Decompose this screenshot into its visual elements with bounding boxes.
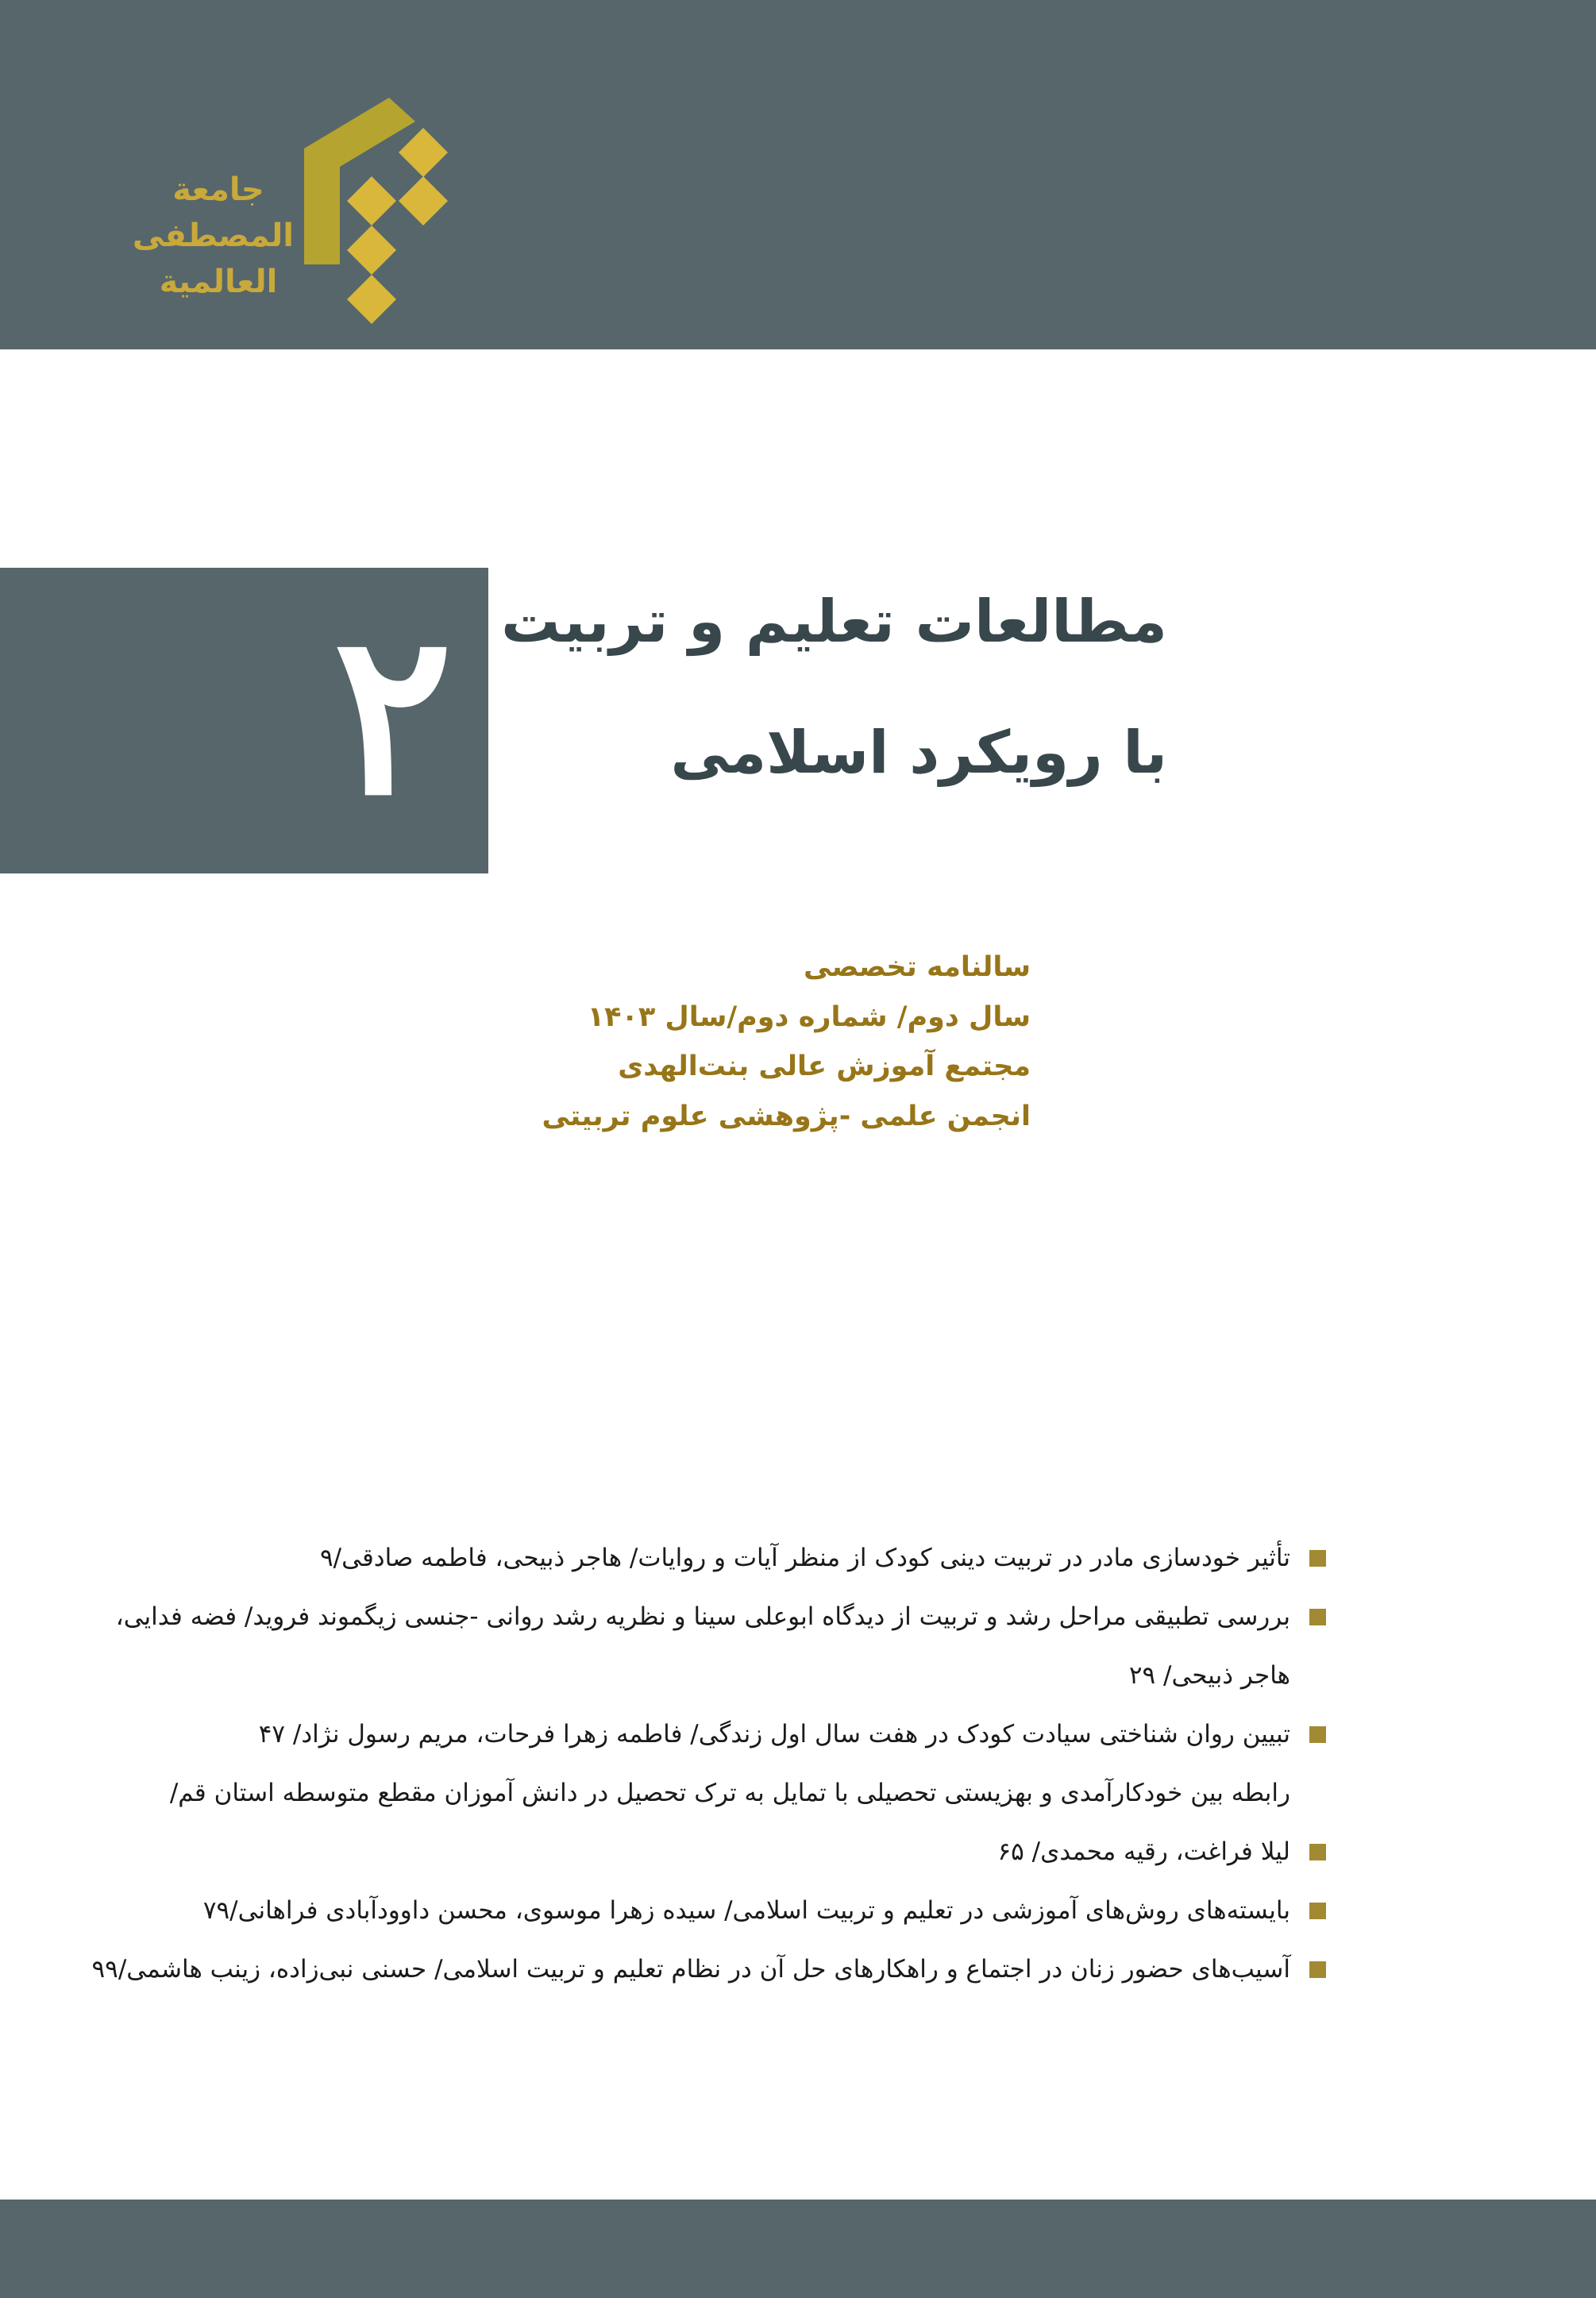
toc-item-text: بایسته‌های روش‌های آموزشی در تعلیم و تربیت اسلامی/ سیده زهرا موسوی، محسن داوودآبادی فراهانی/۷۹ — [202, 1896, 1290, 1925]
toc-item-text: بررسی تطبیقی مراحل رشد و تربیت از دیدگاه ابوعلی سینا و نظریه رشد روانی -جنسی زیگموند فروید/ فضه فدایی، — [115, 1602, 1290, 1631]
toc-item — [183, 1529, 1326, 1587]
info-line: مجتمع آموزش عالی بنت‌الهدی — [618, 1051, 1031, 1082]
journal-title-line2: با رویکرد اسلامی — [670, 719, 1167, 787]
square-bullet-icon — [1309, 1609, 1326, 1625]
info-line: انجمن علمی -پژوهشی علوم تربیتی — [542, 1101, 1031, 1132]
toc-item — [183, 1822, 1326, 1881]
square-bullet-icon — [1309, 1961, 1326, 1978]
journal-title-line1: مطالعات تعلیم و تربیت — [501, 588, 1167, 656]
toc-item-text: هاجر ذبیحی/ ۲۹ — [1128, 1661, 1290, 1690]
logo-line: المصطفی — [132, 218, 294, 254]
toc-item-text: رابطه بین خودکارآمدی و بهزیستی تحصیلی با تمایل به ترک تحصیل در دانش آموزان مقطع متوسطه استان قم/ — [169, 1779, 1290, 1807]
toc-item — [183, 1705, 1326, 1764]
square-bullet-icon — [1309, 1726, 1326, 1743]
square-bullet-icon — [1309, 1550, 1326, 1567]
info-line: سال دوم/ شماره دوم/سال ۱۴۰۳ — [587, 1001, 1031, 1033]
issue-number: ٢ — [333, 584, 453, 845]
square-bullet-icon — [1309, 1903, 1326, 1919]
logo-line: العالمیة — [159, 264, 278, 300]
toc-item — [91, 1940, 1326, 1999]
toc-item — [169, 1764, 1326, 1822]
square-bullet-icon — [1309, 1844, 1326, 1860]
toc-item-text: لیلا فراغت، رقیه محمدی/ ۶۵ — [997, 1837, 1290, 1866]
toc-item-text: آسیب‌های حضور زنان در اجتماع و راهکارهای حل آن در نظام تعلیم و تربیت اسلامی/ حسنی نبی‌زاده، زینب هاشمی/۹۹ — [91, 1955, 1290, 1984]
logo-line: جامعة — [172, 172, 264, 208]
footer-band — [0, 2200, 1596, 2298]
toc-item — [183, 1646, 1326, 1705]
toc-item — [115, 1587, 1326, 1646]
toc-item-text: تبیین روان شناختی سیادت کودک در هفت سال اول زندگی/ فاطمه زهرا فرحات، مریم رسول نژاد/ ۴۷ — [258, 1720, 1290, 1749]
toc-item-text: تأثیر خودسازی مادر در تربیت دینی کودک از منظر آیات و روایات/ هاجر ذبیحی، فاطمه صادقی/۹ — [320, 1544, 1290, 1572]
toc-item — [183, 1881, 1326, 1940]
logo-text — [132, 167, 294, 305]
info-line: سالنامه تخصصی — [804, 951, 1031, 983]
table-of-contents — [91, 1529, 1326, 1999]
